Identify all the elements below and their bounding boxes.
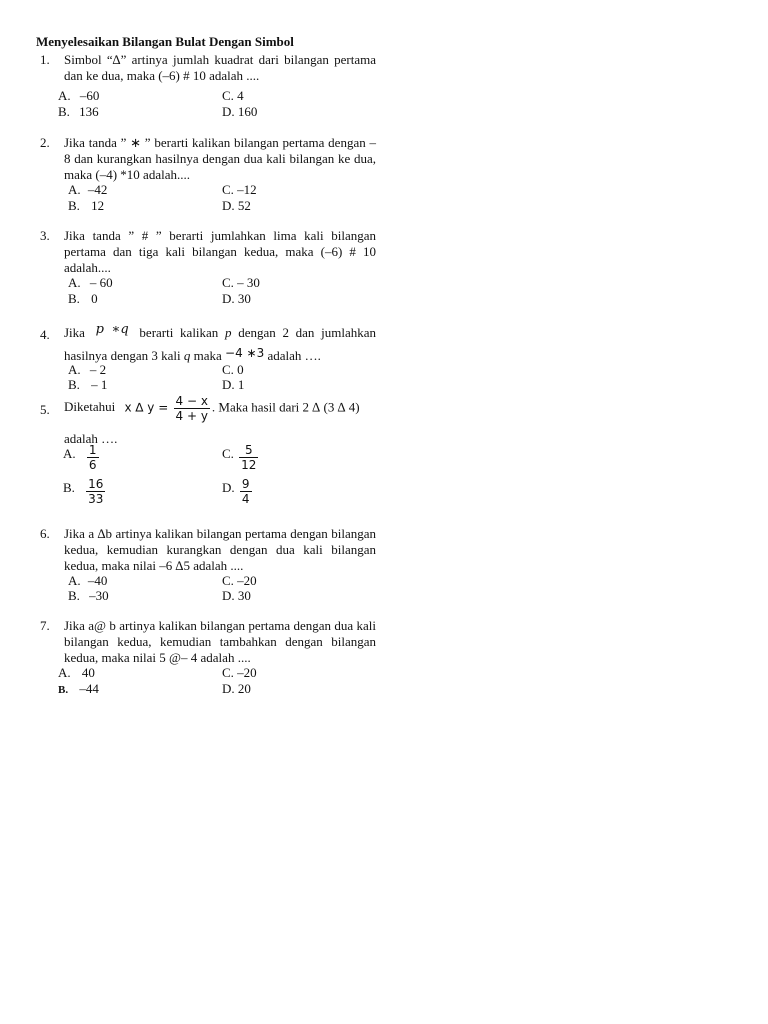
option-d	[222, 588, 251, 604]
option-letter: A.	[68, 275, 81, 290]
option-a	[68, 573, 107, 589]
option-value: 160	[237, 104, 258, 119]
question-text: Simbol “∆” artinya jumlah kuadrat dari bilangan pertama dan ke dua, maka (–6) # 10 adalah ....	[64, 52, 376, 83]
option-d	[222, 377, 244, 393]
text-segment: berarti kalikan	[139, 325, 219, 340]
option-value: –12	[237, 182, 257, 197]
option-value: 1	[237, 377, 245, 392]
option-letter: C.	[222, 275, 234, 290]
math-variable: p	[225, 325, 232, 340]
option-b	[68, 588, 109, 604]
option-value: 0	[237, 362, 244, 377]
math-expression: x ∆ y =	[124, 400, 169, 415]
option-b	[68, 198, 104, 214]
option-letter: D.	[222, 104, 235, 119]
option-letter: B.	[63, 480, 75, 496]
question-text: Jika tanda ” # ” berarti jumlahkan lima kali bilangan pertama dan tiga kali bilangan kedua, maka (–6) # 10 adalah....	[64, 228, 376, 275]
math-expression: −4 ∗3	[225, 346, 265, 360]
option-b	[58, 681, 99, 697]
option-value: – 1	[91, 377, 108, 392]
option-letter: D.	[222, 377, 235, 392]
option-d	[222, 681, 251, 697]
option-value: 0	[91, 291, 98, 306]
option-value: 136	[79, 104, 99, 119]
option-letter: C.	[222, 362, 234, 377]
question-number: 3.	[40, 228, 50, 243]
option-a	[68, 275, 113, 291]
option-letter: A.	[68, 573, 81, 588]
option-letter: C.	[222, 446, 234, 462]
option-a	[58, 665, 95, 681]
question-number: 2.	[40, 135, 50, 150]
option-value: 12	[91, 198, 105, 213]
option-d	[222, 477, 254, 506]
option-letter: C.	[222, 88, 234, 103]
option-letter: B.	[58, 104, 70, 119]
option-letter: A.	[58, 88, 71, 103]
question-2	[36, 135, 376, 183]
fraction-numerator: 1	[88, 443, 97, 457]
fraction-denominator: 4 + y	[175, 409, 208, 423]
option-value: – 2	[89, 362, 107, 377]
option-letter: C.	[222, 665, 234, 680]
option-value: –40	[87, 573, 108, 588]
option-letter: A.	[58, 665, 71, 680]
question-text: Jika tanda ” ∗ ” berarti kalikan bilangan pertama dengan –8 dan kurangkan hasilnya dengan dua kali bilangan ke dua, maka (–4) *10 adalah....	[64, 135, 376, 182]
option-c	[222, 573, 257, 589]
question-text: Jika a@ b artinya kalikan bilangan pertama dengan dua kali bilangan kedua, kemudian tambahkan dengan bilangan kedua, maka nilai 5 @– 4 adalah ....	[64, 618, 376, 665]
option-letter: D.	[222, 681, 235, 696]
fraction	[87, 443, 99, 472]
option-letter: B.	[68, 198, 80, 213]
fraction-denominator: 4	[241, 492, 250, 506]
question-number: 1.	[40, 52, 50, 67]
fraction-denominator: 33	[88, 492, 104, 506]
fraction	[86, 477, 105, 506]
option-d	[222, 104, 257, 120]
option-letter: B.	[68, 377, 80, 392]
option-b	[63, 477, 107, 506]
text-segment: Diketahui	[64, 399, 116, 415]
fraction-numerator: 9	[241, 477, 250, 491]
option-value: –42	[87, 182, 108, 197]
math-expression: p ∗q	[95, 322, 129, 337]
text-segment: . Maka hasil dari 2 ∆ (3 ∆ 4)	[211, 399, 360, 415]
option-b	[58, 104, 99, 120]
option-d	[222, 291, 251, 307]
option-value: 30	[237, 291, 251, 306]
option-letter: A.	[68, 182, 81, 197]
option-letter: D.	[222, 588, 235, 603]
option-c	[222, 362, 244, 378]
text-segment: dengan 2 dan jumlahkan hasilnya dengan 3 kali	[64, 325, 377, 363]
option-a	[63, 443, 101, 472]
fraction	[240, 477, 252, 506]
option-letter: B.	[68, 588, 80, 603]
option-a	[58, 88, 99, 104]
option-value: –30	[89, 588, 109, 603]
option-letter: C.	[222, 573, 234, 588]
option-c	[222, 665, 257, 681]
option-value: 40	[81, 665, 95, 680]
text-segment: Jika	[64, 325, 85, 340]
option-c	[222, 182, 257, 198]
option-value: 4	[237, 88, 244, 103]
option-value: 20	[237, 681, 251, 696]
text-segment: maka	[193, 348, 222, 363]
option-c	[222, 275, 260, 291]
option-d	[222, 198, 251, 214]
option-letter: D.	[222, 198, 235, 213]
option-b	[68, 291, 98, 307]
option-letter: A.	[63, 446, 76, 462]
option-value: –60	[79, 88, 100, 103]
option-letter: C.	[222, 182, 234, 197]
fraction-numerator: 4 − x	[175, 394, 208, 408]
option-letter: B.	[68, 291, 80, 306]
question-text	[64, 322, 376, 367]
page-title: Menyelesaikan Bilangan Bulat Dengan Simbol	[36, 34, 294, 49]
fraction-numerator: 16	[88, 477, 104, 491]
option-letter: B.	[58, 684, 69, 696]
option-value: –20	[237, 665, 257, 680]
option-value: –44	[79, 681, 99, 696]
question-text: Jika a ∆b artinya kalikan bilangan pertama dengan bilangan kedua, kemudian kurangkan dengan dua kali bilangan kedua, maka nilai –6 ∆5 adalah ....	[64, 526, 376, 573]
option-value: – 60	[89, 275, 113, 290]
option-value: –20	[237, 573, 257, 588]
option-a	[68, 182, 107, 198]
fraction-denominator: 12	[241, 458, 257, 472]
question-number: 6.	[40, 526, 50, 541]
question-4	[36, 322, 376, 367]
question-1	[36, 52, 376, 84]
option-c	[222, 443, 260, 472]
option-value: – 30	[237, 275, 260, 290]
fraction-denominator: 6	[88, 458, 97, 472]
question-6	[36, 526, 376, 574]
option-letter: D.	[222, 291, 235, 306]
fraction	[174, 394, 210, 423]
question-text	[64, 394, 381, 423]
question-number: 5.	[40, 402, 50, 417]
question-number: 4.	[40, 327, 50, 342]
option-letter: D.	[222, 480, 235, 496]
option-a	[68, 362, 106, 378]
math-variable: q	[183, 348, 191, 363]
option-b	[68, 377, 107, 393]
question-7	[36, 618, 376, 666]
fraction-numerator: 5	[244, 443, 253, 457]
text-segment: adalah ….	[267, 348, 321, 363]
fraction	[239, 443, 258, 472]
question-text-continued: adalah ….	[64, 431, 118, 446]
question-number: 7.	[40, 618, 50, 633]
question-3	[36, 228, 376, 276]
option-c	[222, 88, 244, 104]
option-value: 52	[237, 198, 251, 213]
option-letter: A.	[68, 362, 81, 377]
option-value: 30	[237, 588, 251, 603]
question-5	[36, 394, 381, 447]
